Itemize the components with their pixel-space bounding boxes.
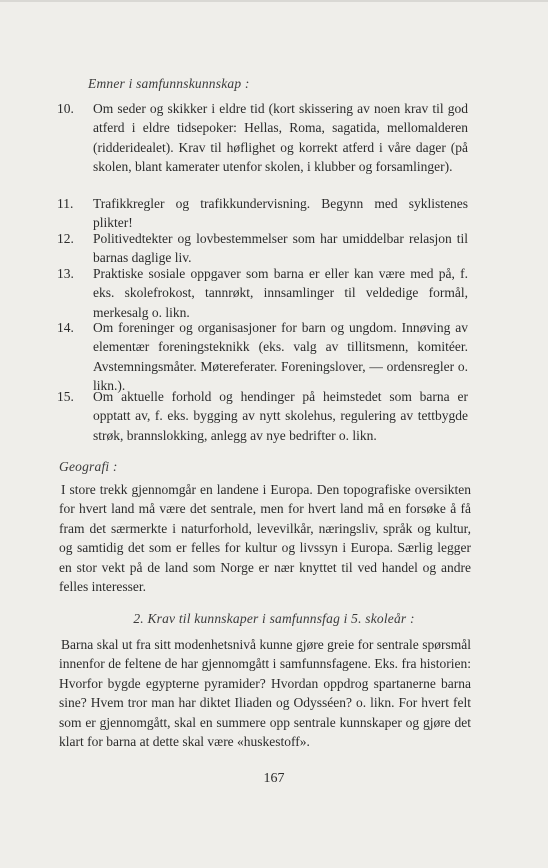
section-heading-samfunnskunnskap: Emner i samfunnskunnskap :	[88, 76, 250, 91]
list-item-number: 13.	[57, 266, 74, 281]
list-item-text: Politivedtekter og lovbestemmelser som har umiddelbar relasjon til barnas daglige liv.	[93, 231, 468, 266]
list-item-text: Trafikkregler og trafikkundervisning. Begynn med syklistenes plikter!	[93, 196, 468, 231]
geografi-paragraph: I store trekk gjennomgår en landene i Europa. Den topografiske oversikten for hvert land må være det sentrale, men for hvert land må en forsøke å få fram det særmerkte i naturforhold, levevilkår, næringsliv, språk og kultur, og samtidig det som er felles for kultur og livssyn i Europa. Særlig legger en stor vekt på de land som Norge er nær knyttet til ved handel og andre felles interesser.	[59, 482, 471, 595]
krav-paragraph: Barna skal ut fra sitt modenhetsnivå kunne gjøre greie for sentrale spørsmål innenfor de feltene de har gjennomgått i samfunnsfagene. Eks. fra historien: Hvorfor bygde egypterne pyramider? Hvordan oppdrog spartanerne barna sine? Hvem tror man har diktet Iliaden og Odysséen? o. likn. For hvert felt som er gjennomgått, skal en summere opp sentrale kunnskaper og gjøre det klart for barna at dette skal være «huskestoff».	[59, 637, 471, 750]
section-heading-krav: 2. Krav til kunnskaper i samfunnsfag i 5. skoleår :	[133, 611, 415, 626]
list-item	[58, 264, 468, 322]
list-item-number: 15.	[57, 389, 74, 404]
list-item	[58, 318, 468, 396]
list-item	[58, 387, 468, 445]
list-item-number: 10.	[57, 101, 74, 116]
list-item-text: Om foreninger og organisasjoner for barn og ungdom. Innøving av elementær foreningsteknikk (eks. valg av tillitsmenn, komitéer. Avstemningsmåter. Møtereferater. Foreningslover, — ordensregler o. likn.).	[93, 320, 468, 394]
list-item	[58, 194, 468, 233]
list-item-number: 11.	[57, 196, 74, 211]
page-number: 167	[263, 771, 285, 786]
list-item	[58, 229, 468, 268]
list-item-text: Om seder og skikker i eldre tid (kort skissering av noen krav til god atferd i eldre tidsepoker: Hellas, Roma, sagatida, mellomalderen (ridderidealet). Krav til høflighet og korrekt atferd i våre dager (på skolen, blant kamerater utenfor skolen, i klubber og forsamlinger).	[93, 101, 468, 175]
list-item-text: Praktiske sosiale oppgaver som barna er eller kan være med på, f. eks. skolefrokost, tannrøkt, innsamlinger til veldedige formål, merkesalg o. likn.	[93, 266, 468, 320]
list-item	[58, 99, 468, 177]
list-item-number: 12.	[57, 231, 74, 246]
list-item-number: 14.	[57, 320, 74, 335]
section-heading-geografi: Geografi :	[59, 459, 118, 474]
list-item-text: Om aktuelle forhold og hendinger på heimstedet som barna er opptatt av, f. eks. bygging av nytt skolehus, regulering av tettbygde strøk, brannslokking, anlegg av nye bedrifter o. likn.	[93, 389, 468, 443]
